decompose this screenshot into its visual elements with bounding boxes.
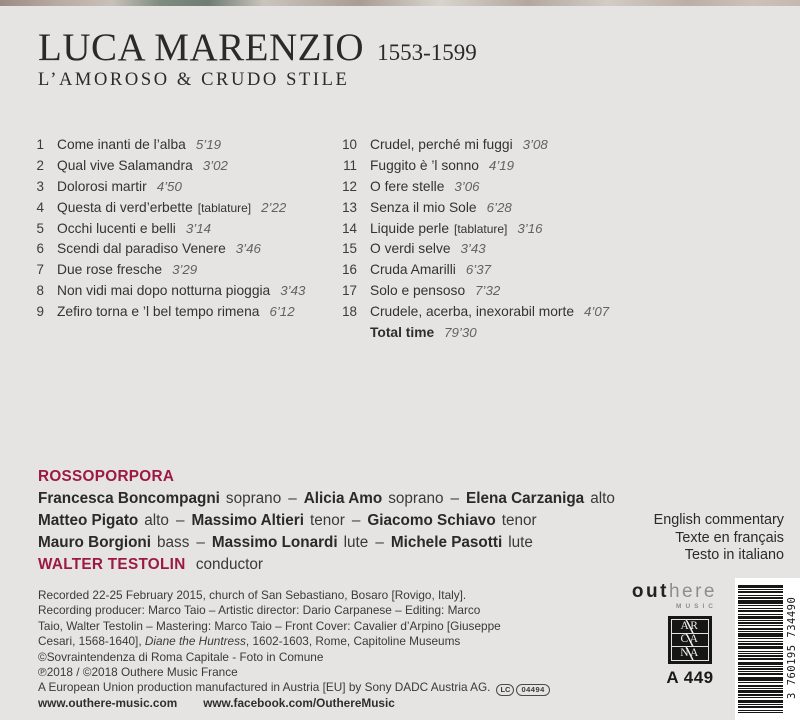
- arcana-row: CA: [672, 634, 708, 648]
- ensemble-line: [38, 488, 615, 510]
- track-duration: 6’12: [269, 304, 295, 320]
- track-duration: 3’16: [517, 220, 543, 236]
- conductor-name: WALTER TESTOLIN: [38, 556, 186, 573]
- track-number: 13: [342, 199, 357, 215]
- track-number: 17: [342, 283, 357, 299]
- barcode-number: 3 760195 734490: [786, 596, 798, 700]
- language-line: English commentary: [653, 512, 784, 528]
- track-number: 16: [342, 262, 357, 278]
- credit-text: A European Union production manufactured in Austria [EU] by Sony DADC Austria AG.: [38, 680, 491, 695]
- track-title: O fere stelle: [370, 178, 445, 194]
- track-duration: 3’08: [522, 137, 548, 152]
- track-duration: 6’37: [465, 262, 492, 278]
- track-row: [26, 283, 356, 304]
- credit-line: [38, 619, 550, 634]
- outhere-music-label: MUSIC: [676, 603, 717, 610]
- performer-name: Francesca Boncompagni: [38, 490, 220, 507]
- separator-dash: –: [196, 534, 205, 551]
- artist-name: LUCA MARENZIO: [38, 26, 365, 69]
- credit-text: www.facebook.com/OuthereMusic: [203, 696, 395, 711]
- credit-line: [38, 696, 550, 711]
- track-duration: 7’32: [475, 283, 501, 299]
- arcana-logo: [668, 616, 712, 664]
- language-line: Testo in italiano: [684, 547, 784, 564]
- language-info: [654, 512, 784, 565]
- track-title: Zefiro torna e ’l bel tempo rimena: [57, 304, 260, 320]
- performer-name: Matteo Pigato: [38, 512, 139, 529]
- track-duration: 3’43: [460, 241, 486, 257]
- track-title: Senza il mio Sole: [370, 199, 477, 215]
- track-row: [26, 304, 356, 325]
- track-duration: 3’46: [235, 241, 261, 257]
- track-title: Solo e pensoso: [370, 283, 466, 299]
- credit-text: Diane the Huntress: [144, 634, 246, 649]
- ensemble-block: [38, 466, 615, 576]
- outhere-here: here: [668, 581, 717, 602]
- performer-name: Mauro Borgioni: [38, 534, 152, 551]
- track-number: 7: [36, 262, 44, 278]
- track-number: 15: [342, 241, 357, 257]
- track-row: [26, 137, 356, 158]
- track-row: [339, 262, 739, 283]
- track-row: [26, 179, 356, 200]
- barcode-bar: [738, 712, 783, 713]
- conductor-line: [38, 554, 615, 576]
- track-duration: 3’02: [202, 157, 228, 173]
- track-row: [339, 200, 739, 221]
- barcode-stripes: [738, 585, 783, 713]
- artist-dates: 1553-1599: [377, 40, 477, 65]
- track-title: Crudel, perché mi fuggi: [370, 137, 513, 152]
- total-time-label: Total time: [370, 325, 435, 341]
- performer-role: alto: [144, 512, 169, 529]
- performer-name: Massimo Altieri: [191, 512, 304, 529]
- separator-dash: –: [175, 512, 185, 529]
- arcana-row: AR: [672, 620, 708, 634]
- performer-role: bass: [157, 534, 190, 551]
- track-title: O verdi selve: [370, 241, 451, 257]
- performer-role: alto: [590, 490, 615, 507]
- track-row: [339, 283, 739, 304]
- track-duration: 3’43: [280, 283, 306, 299]
- track-row: [26, 221, 356, 242]
- track-duration: 6’28: [486, 199, 512, 215]
- separator-dash: –: [351, 512, 361, 529]
- conductor-role: conductor: [195, 556, 263, 573]
- track-row: [26, 262, 356, 283]
- track-title: Dolorosi martir: [57, 178, 147, 194]
- credit-line: [38, 665, 550, 680]
- track-duration: 3’14: [185, 220, 212, 236]
- credit-text: Recorded 22-25 February 2015, church of San Sebastiano, Bosaro [Rovigo, Italy].: [38, 588, 467, 602]
- track-duration: 4’07: [584, 304, 610, 320]
- track-row: [339, 304, 739, 325]
- track-number: 5: [36, 220, 44, 236]
- language-line: Texte en français: [675, 529, 784, 546]
- lc-number: 04494: [516, 684, 549, 696]
- track-number: 18: [342, 304, 357, 320]
- track-tag: [tablature]: [454, 221, 508, 236]
- credit-line: [38, 634, 550, 649]
- performer-role: soprano: [225, 490, 282, 507]
- track-title: Come inanti de l’alba: [57, 137, 186, 152]
- track-column-left: [26, 137, 356, 325]
- performer-name: Massimo Lonardi: [211, 534, 338, 551]
- barcode-panel: [735, 578, 800, 720]
- credit-line: [38, 588, 550, 603]
- total-time-value: 79’30: [444, 325, 477, 341]
- performer-role: lute: [343, 534, 369, 551]
- lc-label: LC: [496, 684, 514, 696]
- track-number: 3: [36, 178, 44, 194]
- credit-text: www.outhere-music.com: [38, 696, 178, 711]
- track-title: Cruda Amarilli: [370, 262, 456, 278]
- credit-text: Recording producer: Marco Taio – Artistic director: Dario Carpanese – Editing: Marco: [38, 603, 481, 618]
- performer-role: tenor: [501, 512, 537, 529]
- ensemble-line: [38, 510, 615, 532]
- track-number: 6: [36, 241, 44, 257]
- outhere-out: out: [631, 581, 669, 602]
- track-tag: [tablature]: [197, 200, 252, 215]
- photo-edge-strip: [0, 0, 800, 6]
- track-title: Liquide perle: [370, 220, 450, 236]
- separator-dash: –: [288, 490, 297, 507]
- track-row: [339, 158, 739, 179]
- track-number: 12: [342, 178, 357, 194]
- track-row: [26, 158, 356, 179]
- track-row: [26, 241, 356, 262]
- track-duration: 2’22: [261, 199, 287, 215]
- track-number: 2: [36, 157, 44, 173]
- arcana-logo-inner: [671, 619, 709, 661]
- credit-text: ©Sovraintendenza di Roma Capitale - Foto in Comune: [38, 649, 324, 664]
- separator-dash: –: [450, 490, 460, 507]
- lc-badge: [496, 684, 549, 696]
- track-number: 11: [343, 157, 357, 173]
- track-title: Due rose fresche: [57, 262, 163, 278]
- performer-role: soprano: [388, 490, 444, 507]
- track-title: Questa di verd’erbette: [57, 199, 193, 215]
- track-row: [339, 221, 739, 242]
- track-number: 14: [342, 220, 357, 236]
- performer-role: tenor: [309, 512, 345, 529]
- performer-name: Alicia Amo: [303, 490, 383, 507]
- performer-name: Elena Carzaniga: [466, 490, 585, 507]
- performer-name: Giacomo Schiavo: [367, 512, 496, 529]
- track-title: Crudele, acerba, inexorabil morte: [370, 304, 574, 320]
- outhere-logo: [627, 582, 717, 610]
- credit-line: [38, 603, 550, 618]
- track-number: 9: [36, 304, 44, 320]
- track-title: Scendi dal paradiso Venere: [57, 241, 226, 257]
- total-time-row: [339, 325, 739, 346]
- track-row: [339, 137, 739, 158]
- ensemble-name: ROSSOPORPORA: [38, 468, 175, 485]
- separator-dash: –: [375, 534, 384, 551]
- track-column-right: [339, 137, 739, 346]
- track-title: Fuggito è ’l sonno: [370, 157, 479, 173]
- artist-line: [38, 28, 477, 67]
- arcana-row: NA: [672, 647, 708, 660]
- credit-line: [38, 680, 550, 696]
- outhere-wordmark: [627, 582, 717, 601]
- performer-name: Michele Pasotti: [390, 534, 503, 551]
- track-row: [339, 179, 739, 200]
- track-title: Occhi lucenti e belli: [57, 220, 176, 236]
- credit-line: [38, 650, 550, 665]
- track-number: 10: [342, 137, 357, 152]
- track-row: [339, 241, 739, 262]
- ensemble-line: [38, 532, 615, 554]
- track-duration: 3’06: [454, 178, 480, 194]
- header: [38, 28, 477, 91]
- track-number: 1: [36, 137, 44, 152]
- credit-text: , 1602-1603, Rome, Capitoline Museums: [245, 634, 461, 649]
- track-row: [26, 200, 356, 221]
- track-title: Non vidi mai dopo notturna pioggia: [57, 283, 271, 299]
- track-duration: 5’19: [195, 137, 221, 152]
- track-number: 4: [36, 199, 44, 215]
- track-number: 8: [36, 283, 44, 299]
- credit-text: ℗2018 / ©2018 Outhere Music France: [38, 665, 238, 680]
- credits-block: [38, 588, 550, 712]
- album-title: L’AMOROSO & CRUDO STILE: [38, 70, 350, 90]
- credit-text: Taio, Walter Testolin – Mastering: Marco Taio – Front Cover: Cavalier d’Arpino [Giuseppe: [38, 618, 501, 633]
- catalog-number: A 449: [666, 668, 714, 687]
- track-duration: 4’50: [156, 178, 182, 194]
- performer-role: lute: [508, 534, 533, 551]
- track-duration: 4’19: [488, 157, 515, 173]
- track-duration: 3’29: [172, 262, 198, 278]
- credit-text: Cesari, 1568-1640],: [38, 634, 145, 649]
- track-title: Qual vive Salamandra: [57, 157, 193, 173]
